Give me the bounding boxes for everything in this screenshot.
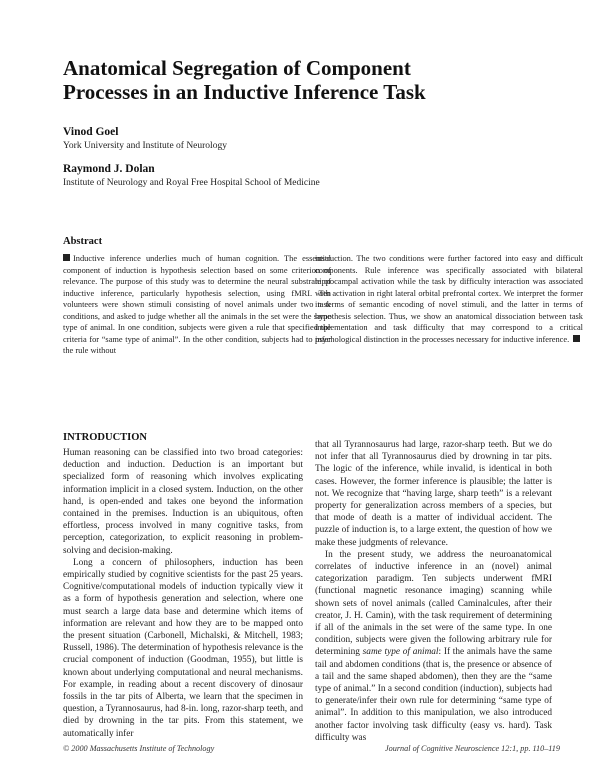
abstract-end-square-icon xyxy=(573,335,580,342)
body-paragraph: Long a concern of philosophers, induction has been empirically studied by cognitive scientists for the past 25 years. Cognitive/computational models of induction typically view it as a form of hypothesis generation and selection, where one must search a large data base and determine which items of information are relevant and how they are to be mapped onto the present situation (Carbonell, Michalski, & Mitchell, 1983; Russell, 1986). The determination of hypothesis relevance is the crucial component of induction (Goodman, 1955), but little is known about underlying computational and neural mechanisms. For example, in reading about a recent discovery of dinosaur fossils in the tar pits of Alberta, we learn that the specimen in question, a Tyrannosaurus, had 8-in. long, razor-sharp teeth, and died by drowning in the tar pits. From this statement, we automatically infer xyxy=(63,557,303,739)
abstract-right-column xyxy=(315,253,583,345)
journal-citation-footer: Journal of Cognitive Neuroscience 12:1, pp. 110–119 xyxy=(385,744,560,753)
title-line-2: Processes in an Inductive Inference Task xyxy=(63,80,426,104)
body-text: In the present study, we address the neuroanatomical correlates of inductive inference in an (novel) animal categorization paradigm. Ten subjects underwent fMRI (functional magnetic resonance imaging) scanning while shown sets of novel animals (called Caminalcules, after their creator, J. H. Camin), with the task requirement of determining if all of the animals in the set were of the same type. In one condition, subjects were given the following arbitrary rule for determining xyxy=(315,549,552,658)
author-name: Vinod Goel xyxy=(63,126,119,138)
body-paragraph: that all Tyrannosaurus had large, razor-sharp teeth. But we do not infer that all Tyrannosaurus died by drowning in tar pits. The logic of the inference, while invalid, is identical in both cases. However, the former inference is plausible; the latter is not. We recognize that “having large, sharp teeth” is a relevant property for generalization across members of a species, but that mode of death is a matter of individual accident. The puzzle of induction is, to a large extent, the question of how we make these judgments of relevance. xyxy=(315,440,552,548)
copyright-footer: © 2000 Massachusetts Institute of Technology xyxy=(63,744,215,753)
author-affiliation: York University and Institute of Neurology xyxy=(63,141,227,151)
paper-title xyxy=(63,56,483,104)
abstract-heading: Abstract xyxy=(63,236,103,247)
abstract-left-column xyxy=(63,253,331,357)
author-affiliation: Institute of Neurology and Royal Free Hospital School of Medicine xyxy=(63,178,320,188)
section-heading-introduction: INTRODUCTION xyxy=(63,432,148,443)
abstract-start-square-icon xyxy=(63,254,70,261)
body-right-column xyxy=(315,439,552,744)
title-line-1: Anatomical Segregation of Component xyxy=(63,56,411,80)
abstract-text-left: Inductive inference underlies much of human cognition. The essential component of induction is hypothesis selection based on some criterion of relevance. The purpose of this study was to determine the neural substrate of inductive inference, particularly hypothesis selection, using fMRI. Ten volunteers were shown stimuli consisting of novel animals under two task conditions, and asked to judge whether all the animals in the set were the same type of animal. In one condition, subjects were given a rule that specified the criteria for “same type of animal”. In the other condition, subjects had to infer the rule without xyxy=(63,254,331,355)
body-paragraph: Human reasoning can be classified into two broad categories: deduction and induction. Deduction is an important but specialized form of reasoning which involves explicating information implicit in a closed system. Induction, on the other hand, is open-ended and takes one beyond the information contained in the premises. Induction is an ubiquitous, often effortless, process involved in many cognitive tasks, from perception, categorization, to explicit reasoning in problem-solving and decision-making. xyxy=(63,448,303,556)
emphasized-term: same type of animal xyxy=(362,647,439,658)
body-text: : If the animals have the same tail and abdomen conditions (that is, the presence or absence of a tail and the same shaped abdomen), then they are the “same type of animal.” In a second condition (induction), subjects had to generate/infer their own rule for determining “same type of animal”. In addition to this manipulation, we also introduced another factor involving task difficulty (easy vs. hard). Task difficulty was xyxy=(315,647,552,743)
abstract-text-right: instruction. The two conditions were further factored into easy and difficult components. Rule inference was specifically associated with bilateral hippocampal activation while the task by difficulty interaction was associated with activation in right lateral orbital prefrontal cortex. We interpret the former in terms of semantic encoding of novel stimuli, and the latter in terms of hypothesis selection. Thus, we show an anatomical dissociation between task implementation and task difficulty that may correspond to a critical psychological distinction in the processes necessary for inductive inference. xyxy=(315,254,583,344)
body-paragraph xyxy=(315,549,552,744)
body-left-column xyxy=(63,447,303,740)
author-name: Raymond J. Dolan xyxy=(63,163,155,175)
